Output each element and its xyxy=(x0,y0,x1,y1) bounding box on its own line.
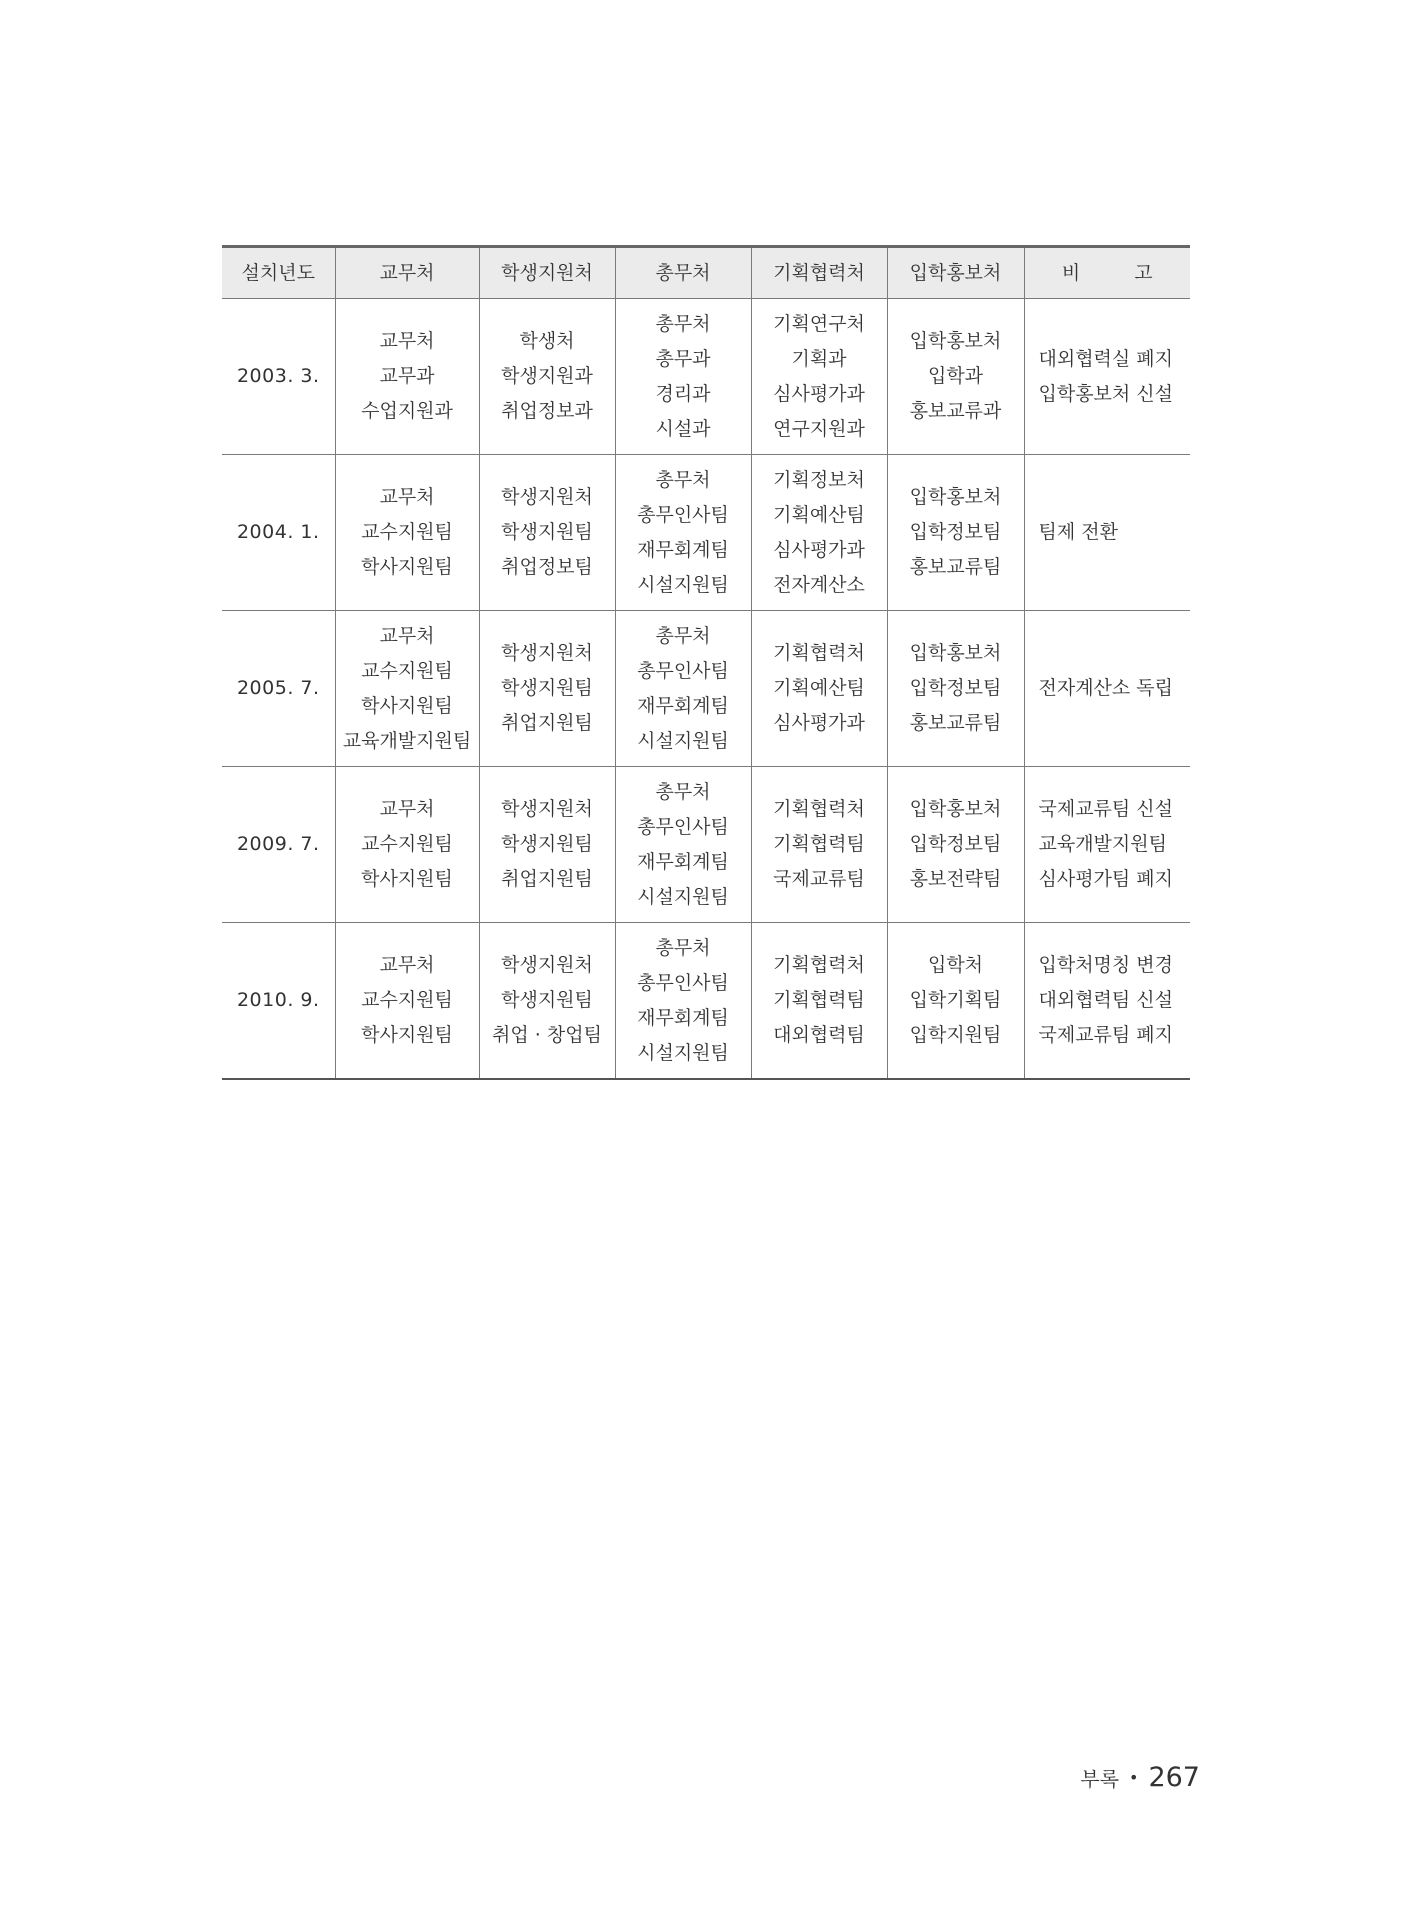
cell-line: 학생지원팀 xyxy=(501,833,593,855)
cell-line: 학생지원처 xyxy=(501,642,593,664)
cell-line: 연구지원과 xyxy=(773,417,865,440)
table-row xyxy=(222,611,1190,767)
cell-line: 심사평가과 xyxy=(773,382,865,405)
cell-line: 학생지원팀 xyxy=(501,521,593,543)
cell-line: 대외협력실 폐지 xyxy=(1038,347,1174,370)
cell-line: 입학홍보처 xyxy=(909,486,1002,508)
cell-line: 재무회계팀 xyxy=(637,850,729,873)
cell-line: 교육개발지원팀 xyxy=(342,729,472,752)
cell-academic-affairs xyxy=(335,767,479,923)
cell-general-affairs xyxy=(615,455,751,611)
cell-line: 입학홍보처 신설 xyxy=(1038,382,1174,405)
cell-line: 교수지원팀 xyxy=(361,833,453,855)
cell-line: 취업지원팀 xyxy=(501,868,593,890)
table-row xyxy=(222,299,1190,455)
cell-line: 입학정보팀 xyxy=(909,833,1002,855)
cell-line: 홍보교류팀 xyxy=(909,712,1002,734)
cell-year: 2004. 1. xyxy=(222,455,335,611)
cell-admission-promotion xyxy=(887,767,1024,923)
cell-line: 국제교류팀 신설 xyxy=(1038,798,1174,820)
cell-student-support xyxy=(479,611,615,767)
cell-line: 입학처명칭 변경 xyxy=(1038,954,1174,976)
cell-line: 시설지원팀 xyxy=(637,573,729,596)
cell-line: 교수지원팀 xyxy=(361,521,453,543)
cell-academic-affairs xyxy=(335,611,479,767)
cell-line: 전자계산소 독립 xyxy=(1038,677,1174,699)
cell-line: 교육개발지원팀 xyxy=(1038,833,1167,855)
cell-line: 입학기획팀 xyxy=(909,989,1002,1011)
cell-line: 기획협력처 xyxy=(773,954,865,976)
cell-planning-cooperation xyxy=(751,767,887,923)
cell-line: 기획협력처 xyxy=(773,798,865,820)
cell-line: 교무처 xyxy=(379,330,435,352)
cell-line: 재무회계팀 xyxy=(637,538,729,561)
cell-line: 기획과 xyxy=(791,347,847,370)
cell-line: 홍보교류팀 xyxy=(909,556,1002,578)
cell-line: 교무과 xyxy=(379,365,435,387)
cell-line: 팀제 전환 xyxy=(1038,521,1118,543)
table-row xyxy=(222,455,1190,611)
header-academic-affairs: 교무처 xyxy=(335,247,479,299)
header-student-support: 학생지원처 xyxy=(479,247,615,299)
footer-bullet: • xyxy=(1129,1768,1139,1787)
cell-line: 총무과 xyxy=(655,347,711,370)
cell-line: 교무처 xyxy=(379,486,435,508)
cell-general-affairs xyxy=(615,767,751,923)
page-number: 267 xyxy=(1148,1762,1200,1793)
cell-line: 취업지원팀 xyxy=(501,712,593,734)
cell-line: 학사지원팀 xyxy=(361,556,453,578)
cell-line: 입학처 xyxy=(927,954,984,976)
cell-line: 심사평가과 xyxy=(773,538,865,561)
cell-line: 총무처 xyxy=(655,624,711,647)
cell-admission-promotion xyxy=(887,923,1024,1080)
cell-line: 취업정보팀 xyxy=(501,556,593,578)
cell-line: 기획협력팀 xyxy=(773,989,865,1011)
cell-remarks xyxy=(1024,611,1190,767)
header-general-affairs: 총무처 xyxy=(615,247,751,299)
cell-line: 교무처 xyxy=(379,624,435,647)
cell-line: 교수지원팀 xyxy=(361,989,453,1011)
cell-year: 2009. 7. xyxy=(222,767,335,923)
cell-general-affairs xyxy=(615,299,751,455)
cell-admission-promotion xyxy=(887,611,1024,767)
cell-admission-promotion xyxy=(887,455,1024,611)
cell-line: 교수지원팀 xyxy=(361,659,453,682)
cell-line: 기획예산팀 xyxy=(773,677,865,699)
cell-line: 홍보전략팀 xyxy=(909,868,1002,890)
cell-planning-cooperation xyxy=(751,611,887,767)
cell-planning-cooperation xyxy=(751,923,887,1080)
cell-year: 2005. 7. xyxy=(222,611,335,767)
cell-line: 입학지원팀 xyxy=(909,1024,1002,1046)
cell-remarks xyxy=(1024,767,1190,923)
page-footer xyxy=(1000,1762,1200,1793)
cell-line: 총무처 xyxy=(655,936,711,959)
cell-line: 시설지원팀 xyxy=(637,885,729,908)
cell-line: 학생지원처 xyxy=(501,486,593,508)
cell-remarks xyxy=(1024,455,1190,611)
cell-line: 입학정보팀 xyxy=(909,677,1002,699)
cell-line: 전자계산소 xyxy=(773,573,865,596)
cell-line: 기획정보처 xyxy=(773,468,865,491)
cell-line: 수업지원과 xyxy=(361,400,453,422)
cell-line: 교무처 xyxy=(379,798,435,820)
cell-line: 심사평가팀 폐지 xyxy=(1038,868,1174,890)
cell-remarks xyxy=(1024,299,1190,455)
cell-line: 총무인사팀 xyxy=(637,971,729,994)
cell-line: 홍보교류과 xyxy=(909,400,1002,422)
cell-student-support xyxy=(479,923,615,1080)
cell-line: 기획예산팀 xyxy=(773,503,865,526)
cell-line: 입학정보팀 xyxy=(909,521,1002,543)
cell-line: 기획협력팀 xyxy=(773,833,865,855)
cell-line: 대외협력팀 신설 xyxy=(1038,989,1174,1011)
organization-history-table xyxy=(222,245,1190,1080)
header-admission-promotion: 입학홍보처 xyxy=(887,247,1024,299)
header-remarks: 비 고 xyxy=(1024,247,1190,299)
cell-line: 입학홍보처 xyxy=(909,330,1002,352)
cell-line: 기획협력처 xyxy=(773,642,865,664)
cell-line: 심사평가과 xyxy=(773,712,865,734)
header-year: 설치년도 xyxy=(222,247,335,299)
cell-line: 학생지원팀 xyxy=(501,989,593,1011)
cell-line: 재무회계팀 xyxy=(637,694,729,717)
cell-remarks xyxy=(1024,923,1190,1080)
cell-line: 학생처 xyxy=(519,330,575,352)
table-row xyxy=(222,767,1190,923)
cell-line: 학사지원팀 xyxy=(361,1024,453,1046)
cell-line: 입학과 xyxy=(927,365,984,387)
cell-line: 국제교류팀 xyxy=(773,868,865,890)
cell-student-support xyxy=(479,767,615,923)
cell-line: 학생지원과 xyxy=(501,365,593,387)
cell-line: 총무처 xyxy=(655,312,711,335)
cell-line: 입학홍보처 xyxy=(909,642,1002,664)
cell-line: 총무처 xyxy=(655,780,711,803)
cell-academic-affairs xyxy=(335,455,479,611)
cell-line: 학생지원처 xyxy=(501,954,593,976)
cell-line: 총무인사팀 xyxy=(637,659,729,682)
cell-line: 재무회계팀 xyxy=(637,1006,729,1029)
cell-line: 총무처 xyxy=(655,468,711,491)
cell-general-affairs xyxy=(615,611,751,767)
cell-academic-affairs xyxy=(335,299,479,455)
cell-line: 시설지원팀 xyxy=(637,729,729,752)
cell-year: 2003. 3. xyxy=(222,299,335,455)
footer-section-label: 부록 xyxy=(1080,1767,1120,1791)
cell-line: 학사지원팀 xyxy=(361,868,453,890)
table-header-row xyxy=(222,247,1190,299)
cell-line: 취업 · 창업팀 xyxy=(492,1024,602,1046)
cell-student-support xyxy=(479,455,615,611)
cell-admission-promotion xyxy=(887,299,1024,455)
cell-line: 기획연구처 xyxy=(773,312,865,335)
cell-general-affairs xyxy=(615,923,751,1080)
cell-line: 교무처 xyxy=(379,954,435,976)
cell-line: 시설지원팀 xyxy=(637,1041,729,1064)
cell-year: 2010. 9. xyxy=(222,923,335,1080)
cell-line: 총무인사팀 xyxy=(637,815,729,838)
cell-academic-affairs xyxy=(335,923,479,1080)
cell-line: 시설과 xyxy=(655,417,711,440)
table-body xyxy=(222,299,1190,1080)
cell-line: 취업정보과 xyxy=(501,400,593,422)
cell-student-support xyxy=(479,299,615,455)
cell-line: 학사지원팀 xyxy=(361,694,453,717)
cell-planning-cooperation xyxy=(751,299,887,455)
cell-line: 학생지원처 xyxy=(501,798,593,820)
cell-planning-cooperation xyxy=(751,455,887,611)
cell-line: 입학홍보처 xyxy=(909,798,1002,820)
cell-line: 학생지원팀 xyxy=(501,677,593,699)
cell-line: 경리과 xyxy=(655,382,711,405)
header-planning-cooperation: 기획협력처 xyxy=(751,247,887,299)
cell-line: 총무인사팀 xyxy=(637,503,729,526)
table-row xyxy=(222,923,1190,1080)
cell-line: 대외협력팀 xyxy=(773,1024,865,1046)
cell-line: 국제교류팀 폐지 xyxy=(1038,1024,1174,1046)
